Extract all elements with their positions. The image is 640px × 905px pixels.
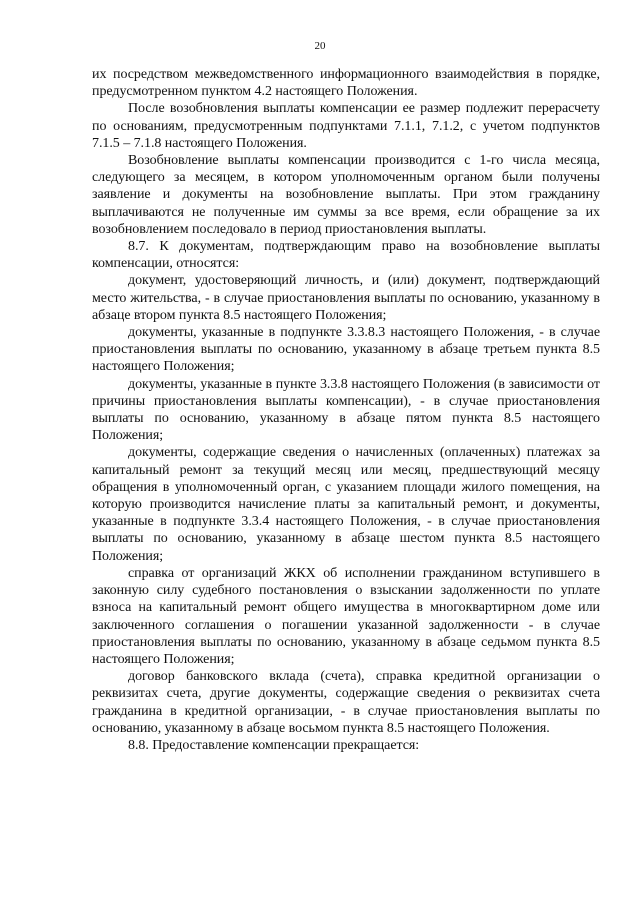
- page-number: 20: [314, 40, 326, 52]
- paragraph-identity-documents: документ, удостоверяющий личность, и (или) документ, подтверждающий место жительства, - в случае приостановления выплаты по основанию, указанному в абзаце втором пункта 8.5 настоящего Положения;: [92, 273, 600, 323]
- paragraph-documents-3-3-8: документы, указанные в пункте 3.3.8 настоящего Положения (в зависимости от причины приостановления выплаты компенсации), - в случае приостановления выплаты по основанию, указанному в абзаце пятом пункта 8.5 настоящего Положения;: [92, 376, 600, 444]
- paragraph-resumption-date: Возобновление выплаты компенсации производится с 1-го числа месяца, следующего за месяцем, в котором уполномоченным органом были получены заявление и документы на возобновление выплаты. При этом гражданину выплачиваются не полученные им суммы за все время, если обращение за их возобновлением последовало в период приостановления выплаты.: [92, 153, 600, 237]
- paragraph-payment-documents: документы, содержащие сведения о начисленных (оплаченных) платежах за капитальный ремонт за текущий месяц или месяц, предшествующий месяцу обращения в уполномоченный орган, с указанием площади жилого помещения, на которую производится начисление платы за капитальный ремонт, и документы, указанные в подпункте 3.3.4 настоящего Положения, - в случае приостановления выплаты по основанию, указанному в абзаце шестом пункта 8.5 настоящего Положения;: [92, 445, 600, 564]
- document-body: [92, 66, 600, 754]
- paragraph-recalculation: После возобновления выплаты компенсации ее размер подлежит перерасчету по основаниям, предусмотренным подпунктами 7.1.1, 7.1.2, с учетом подпунктов 7.1.5 – 7.1.8 настоящего Положения.: [92, 101, 600, 151]
- paragraph-8-8-heading: 8.8. Предоставление компенсации прекращается:: [128, 737, 420, 753]
- paragraph-documents-3-3-8-3: документы, указанные в подпункте 3.3.8.3 настоящего Положения, - в случае приостановления выплаты по основанию, указанному в абзаце третьем пункта 8.5 настоящего Положения;: [92, 325, 600, 375]
- paragraph-8-7-heading: 8.7. К документам, подтверждающим право на возобновление выплаты компенсации, относятся:: [92, 239, 600, 272]
- paragraph-continuation: их посредством межведомственного информационного взаимодействия в порядке, предусмотренном пунктом 4.2 настоящего Положения.: [92, 67, 600, 100]
- paragraph-bank-documents: договор банковского вклада (счета), справка кредитной организации о реквизитах счета, другие документы, содержащие сведения о реквизитах счета гражданина в кредитной организации, - в случае приостановления выплаты по основанию, указанному в абзаце восьмом пункта 8.5 настоящего Положения.: [92, 669, 600, 736]
- paragraph-housing-certificate: справка от организаций ЖКХ об исполнении гражданином вступившего в законную силу судебного постановления о взыскании задолженности по уплате взноса на капитальный ремонт общего имущества в многоквартирном доме или заключенного соглашения о погашении указанной задолженности - в случае приостановления выплаты по основанию, указанному в абзаце седьмом пункта 8.5 настоящего Положения;: [92, 565, 600, 667]
